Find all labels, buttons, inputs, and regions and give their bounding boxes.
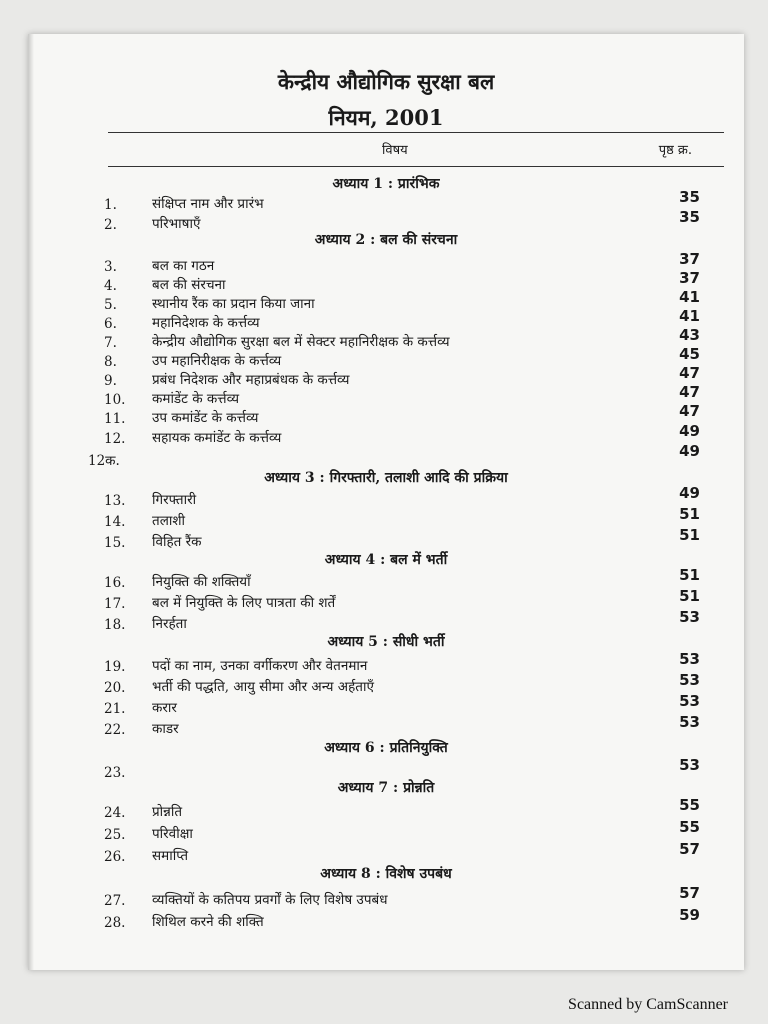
toc-number: 26. [104, 849, 126, 865]
toc-number: 4. [104, 278, 117, 294]
toc-title: कमांडेंट के कर्त्तव्य [152, 391, 240, 407]
toc-row [28, 505, 744, 531]
toc-number: 2. [104, 217, 117, 233]
toc-number: 23. [104, 765, 126, 781]
toc-page: 53 [679, 608, 700, 626]
toc-number: 22. [104, 722, 126, 738]
toc-page: 45 [679, 345, 700, 363]
toc-row [28, 608, 744, 634]
toc-number: 14. [104, 514, 126, 530]
toc-page: 59 [679, 906, 700, 924]
toc-title: भर्ती की पद्धति, आयु सीमा और अन्य अर्हताएँ [152, 679, 374, 695]
toc-page: 47 [679, 402, 700, 420]
toc-number: 18. [104, 617, 126, 633]
toc-number: 24. [104, 805, 126, 821]
toc-page: 47 [679, 364, 700, 382]
toc-page: 53 [679, 650, 700, 668]
chapter-heading: अध्याय 8 : विशेष उपबंध [320, 866, 452, 882]
document-page [28, 34, 744, 970]
toc-number: 13. [104, 493, 126, 509]
toc-title: काडर [152, 721, 179, 737]
toc-page: 49 [679, 422, 700, 440]
toc-title: बल की संरचना [152, 277, 226, 293]
toc-row [28, 326, 744, 352]
toc-row [28, 383, 744, 409]
toc-row [28, 840, 744, 866]
toc-page: 37 [679, 250, 700, 268]
toc-title: विहित रैंक [152, 534, 202, 550]
toc-page: 55 [679, 818, 700, 836]
toc-row [28, 906, 744, 932]
toc-title: गिरफ्तारी [152, 492, 197, 508]
toc-title: बल में नियुक्ति के लिए पात्रता की शर्तें [152, 595, 336, 611]
toc-row [28, 692, 744, 718]
toc-row [28, 250, 744, 276]
chapter-heading: अध्याय 1 : प्रारंभिक [332, 176, 440, 192]
toc-page: 53 [679, 671, 700, 689]
toc-title: उप महानिरीक्षक के कर्त्तव्य [152, 353, 282, 369]
document-subtitle: नियम, 2001 [328, 105, 444, 130]
toc-page: 41 [679, 307, 700, 325]
toc-number: 16. [104, 575, 126, 591]
toc-row [28, 402, 744, 428]
toc-number: 12. [104, 431, 126, 447]
toc-number: 5. [104, 297, 117, 313]
chapter-heading: अध्याय 4 : बल में भर्ती [324, 552, 448, 568]
toc-row [28, 650, 744, 676]
toc-page: 51 [679, 566, 700, 584]
toc-row [28, 484, 744, 510]
toc-title: उप कमांडेंट के कर्त्तव्य [152, 410, 259, 426]
toc-title: निरर्हता [152, 616, 187, 632]
toc-page: 49 [679, 442, 700, 460]
toc-page: 51 [679, 526, 700, 544]
toc-page: 57 [679, 840, 700, 858]
toc-title: परिवीक्षा [152, 826, 193, 842]
toc-title: व्यक्तियों के कतिपय प्रवर्गों के लिए विशेष उपबंध [152, 892, 388, 908]
toc-page: 35 [679, 208, 700, 226]
header-rule-top [108, 132, 724, 133]
toc-row [28, 288, 744, 314]
toc-row [28, 188, 744, 214]
toc-page: 57 [679, 884, 700, 902]
toc-title: शिथिल करने की शक्ति [152, 914, 264, 930]
toc-page: 53 [679, 713, 700, 731]
toc-number: 1. [104, 197, 117, 213]
toc-row [28, 818, 744, 844]
toc-title: प्रबंध निदेशक और महाप्रबंधक के कर्त्तव्य [152, 372, 350, 388]
toc-page: 55 [679, 796, 700, 814]
toc-row [28, 364, 744, 390]
toc-page: 35 [679, 188, 700, 206]
toc-title: महानिदेशक के कर्त्तव्य [152, 315, 260, 331]
toc-title: तलाशी [152, 513, 186, 529]
toc-number: 11. [104, 411, 126, 427]
toc-number: 12क. [88, 453, 120, 469]
chapter-heading: अध्याय 5 : सीधी भर्ती [327, 634, 445, 650]
toc-page: 43 [679, 326, 700, 344]
chapter-heading: अध्याय 3 : गिरफ्तारी, तलाशी आदि की प्रक्रिया [264, 470, 508, 486]
toc-page: 49 [679, 484, 700, 502]
toc-number: 15. [104, 535, 126, 551]
toc-number: 27. [104, 893, 126, 909]
toc-title: संक्षिप्त नाम और प्रारंभ [152, 196, 264, 212]
toc-row [28, 671, 744, 697]
toc-number: 19. [104, 659, 126, 675]
toc-title: स्थानीय रैंक का प्रदान किया जाना [152, 296, 315, 312]
toc-row [28, 884, 744, 910]
toc-title: समाप्ति [152, 848, 189, 864]
toc-row [28, 566, 744, 592]
chapter-heading: अध्याय 7 : प्रोन्नति [337, 780, 435, 796]
toc-row [28, 526, 744, 552]
toc-page: 51 [679, 587, 700, 605]
toc-row [28, 422, 744, 448]
toc-page: 41 [679, 288, 700, 306]
document-title: केन्द्रीय औद्योगिक सुरक्षा बल [277, 69, 495, 94]
chapter-heading: अध्याय 2 : बल की संरचना [314, 232, 458, 248]
toc-number: 10. [104, 392, 126, 408]
toc-row [28, 442, 744, 469]
toc-row [28, 345, 744, 371]
toc-row [28, 713, 744, 739]
toc-row [28, 269, 744, 295]
toc-row [28, 796, 744, 822]
toc-number: 9. [104, 373, 117, 389]
toc-title: नियुक्ति की शक्तियाँ [152, 574, 251, 590]
column-header-page: पृष्ठ क्र. [658, 143, 692, 158]
header-rule-bottom [108, 166, 724, 167]
toc-number: 17. [104, 596, 126, 612]
toc-title: पदों का नाम, उनका वर्गीकरण और वेतनमान [152, 658, 368, 674]
toc-row [28, 587, 744, 613]
toc-page: 51 [679, 505, 700, 523]
toc-number: 28. [104, 915, 126, 931]
toc-title: केन्द्रीय औद्योगिक सुरक्षा बल में सेक्टर महानिरीक्षक के कर्त्तव्य [152, 334, 450, 350]
toc-title: करार [152, 700, 177, 716]
scanner-watermark: Scanned by CamScanner [568, 996, 728, 1013]
toc-number: 8. [104, 354, 117, 370]
toc-number: 7. [104, 335, 117, 351]
toc-title: सहायक कमांडेंट के कर्त्तव्य [152, 430, 282, 446]
toc-title: प्रोन्नति [152, 804, 183, 820]
toc-page: 37 [679, 269, 700, 287]
toc-number: 21. [104, 701, 126, 717]
toc-number: 3. [104, 259, 117, 275]
chapter-heading: अध्याय 6 : प्रतिनियुक्ति [324, 740, 448, 756]
toc-title: बल का गठन [152, 258, 215, 274]
toc-number: 25. [104, 827, 126, 843]
toc-page: 47 [679, 383, 700, 401]
toc-number: 6. [104, 316, 117, 332]
toc-row [28, 307, 744, 333]
column-header-subject: विषय [382, 143, 408, 158]
toc-number: 20. [104, 680, 126, 696]
toc-page: 53 [679, 756, 700, 774]
toc-title: परिभाषाएँ [152, 216, 201, 232]
toc-page: 53 [679, 692, 700, 710]
